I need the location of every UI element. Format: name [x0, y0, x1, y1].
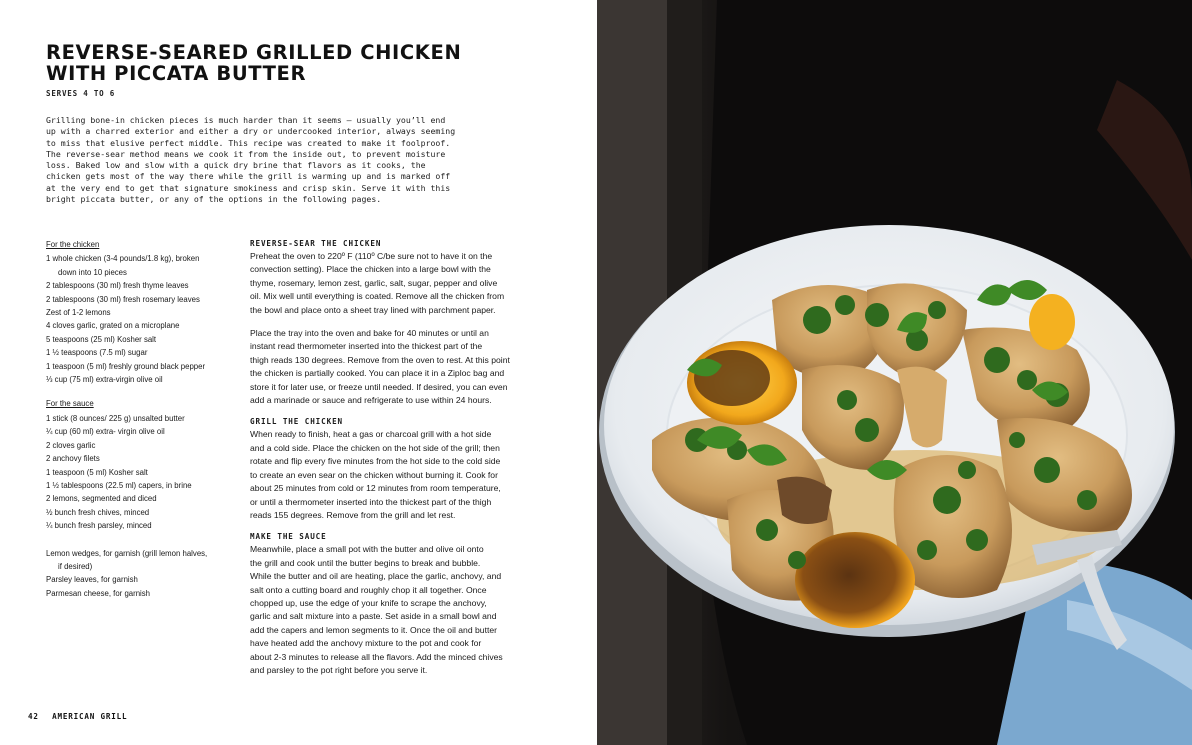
method-line: and parsley to the pot right before you serve it. [250, 664, 428, 675]
method-line: convection setting). Place the chicken into a large bowl with the [250, 264, 491, 275]
intro-line: The reverse-sear method means we cook it from the inside out, to prevent moisture [46, 148, 446, 159]
method-heading: REVERSE-SEAR THE CHICKEN [250, 239, 382, 248]
recipe-title [46, 42, 566, 84]
ingredient-text: 1 whole chicken (3-4 pounds/1.8 kg), broken [46, 254, 200, 264]
method-line: instant read thermometer inserted into the thickest part of the [250, 341, 483, 352]
method-line: oil. Mix well until everything is coated. Remove all the chicken from [250, 291, 505, 302]
chicken-ingredient-list [46, 252, 236, 386]
garnish-ingredients [46, 547, 236, 601]
method-line: about 2-3 minutes to release all the flavors. Add the minced chives [250, 651, 503, 662]
method-line: While the butter and oil are heating, place the garlic, anchovy, and [250, 571, 502, 582]
serves-label: SERVES 4 TO 6 [46, 89, 116, 98]
ingredient-item: 2 anchovy filets [46, 454, 100, 464]
paragraph-spacer [250, 317, 535, 327]
ingredient-item: 2 tablespoons (30 ml) fresh rosemary leaves [46, 294, 200, 304]
method-line: to create an even sear on the chicken without burning it. Cook for [250, 469, 498, 480]
intro-line: up with a charred exterior and either a dry or undercooked interior, always seeming [46, 126, 456, 137]
method-line: Meanwhile, place a small pot with the butter and olive oil onto [250, 544, 484, 555]
ingredient-item: 5 teaspoons (25 ml) Kosher salt [46, 334, 157, 344]
method-line: have heated add the anchovy mixture to the pot and cook for [250, 638, 482, 649]
method-line: salt onto a cutting board and roughly chop it all together. Once [250, 584, 487, 595]
method-line: about 25 minutes from cold or 12 minutes from room temperature, [250, 483, 501, 494]
ingredient-item [46, 547, 236, 574]
method-line: Place the tray into the oven and bake for 40 minutes or until an [250, 328, 489, 339]
chicken-ingredients-heading: For the chicken [46, 240, 100, 249]
ingredient-item: 1 teaspoon (5 ml) Kosher salt [46, 467, 148, 477]
method-heading: MAKE THE SAUCE [250, 532, 327, 542]
method-line: chopped up, use the edge of your knife to scrape the anchovy, [250, 597, 487, 608]
method-line: or until a thermometer inserted into the thickest part of the thigh [250, 496, 492, 507]
ingredient-item: Parmesan cheese, for garnish [46, 588, 151, 598]
intro-line: to miss that elusive perfect middle. This recipe was created to make it foolproof. [46, 137, 451, 148]
recipe-title-line-2: WITH PICCATA BUTTER [46, 62, 307, 85]
intro-line: chicken gets most of the way there while the grill is warming up and is marked off [46, 171, 451, 182]
method-line: add a marinade or sauce and refrigerate to use within 24 hours. [250, 395, 492, 406]
method-line: add the capers and lemon segments to it. Once the oil and butter [250, 624, 497, 635]
ingredient-item: Zest of 1-2 lemons [46, 308, 111, 318]
method-line: and a cold side. Place the chicken on the hot side of the grill; then [250, 442, 500, 453]
grilled-lemon-half [795, 532, 915, 628]
method-line: thigh reads 130 degrees. Remove from the oven to rest. At this point [250, 354, 510, 365]
intro-paragraph [46, 115, 496, 205]
method-section-grill [250, 416, 535, 522]
page-footer [28, 712, 127, 721]
method-line: the chicken is partially cooked. You can place it in a Ziploc bag and [250, 368, 505, 379]
garnish-ingredient-list [46, 547, 236, 601]
recipe-title-line-1: REVERSE-SEARED GRILLED CHICKEN [46, 41, 462, 64]
method-section-reverse-sear [250, 238, 535, 407]
ingredients-column [46, 238, 236, 600]
method-line: thyme, rosemary, lemon zest, garlic, salt, sugar, pepper and olive [250, 277, 498, 288]
method-line: Preheat the oven to 220º F (110º C/be sure not to have it on the [250, 251, 493, 261]
method-line: the grill and cook until the butter begins to break and bubble. [250, 557, 481, 568]
ingredient-item: 1 ½ teaspoons (7.5 ml) sugar [46, 348, 148, 358]
method-line: reads 155 degrees. Remove from the grill and let rest. [250, 509, 456, 520]
method-line: the bowl and place onto a sheet tray lined with parchment paper. [250, 304, 496, 315]
method-line: store it for later use, or freeze until needed. If desired, you can even [250, 381, 508, 392]
book-title: AMERICAN GRILL [52, 712, 128, 721]
method-section-sauce [250, 531, 535, 677]
ingredient-item: 1 teaspoon (5 ml) freshly ground black pepper [46, 361, 206, 371]
ingredient-text-continued: down into 10 pieces [58, 267, 127, 277]
method-paragraph [250, 327, 535, 407]
ingredient-item: 4 cloves garlic, grated on a microplane [46, 321, 180, 331]
ingredient-text-continued: if desired) [58, 561, 93, 571]
ingredient-item: 2 tablespoons (30 ml) fresh thyme leaves [46, 281, 189, 291]
ingredient-item: 1 ½ tablespoons (22.5 ml) capers, in brine [46, 480, 192, 490]
ingredient-item: ⅓ cup (75 ml) extra-virgin olive oil [46, 375, 163, 385]
ingredient-item: 2 lemons, segmented and diced [46, 494, 157, 504]
method-heading: GRILL THE CHICKEN [250, 417, 344, 427]
sauce-ingredients-heading: For the sauce [46, 399, 94, 409]
method-column [250, 238, 535, 677]
intro-line: Grilling bone-in chicken pieces is much harder than it seems — usually you’ll end [46, 115, 446, 125]
method-line: garlic and salt mixture into a paste. Set aside in a small bowl and [250, 611, 497, 622]
ingredient-item: Parsley leaves, for garnish [46, 575, 138, 585]
intro-line: loss. Baked low and slow with a quick dry brine that flavors as it cooks, the [46, 160, 426, 171]
ingredient-text: Lemon wedges, for garnish (grill lemon halves, [46, 548, 208, 558]
ingredient-item: 2 cloves garlic [46, 440, 96, 450]
right-page-photo [597, 0, 1192, 745]
sauce-ingredients [46, 397, 236, 532]
intro-line: bright piccata butter, or any of the options in the following pages. [46, 194, 382, 205]
lemon-wedge [1029, 294, 1075, 350]
method-paragraph [250, 428, 535, 522]
chicken-ingredients [46, 238, 236, 386]
sauce-ingredient-list [46, 412, 236, 533]
page-number: 42 [28, 712, 39, 721]
method-line: When ready to finish, heat a gas or charcoal grill with a hot side [250, 429, 492, 440]
ingredient-item [46, 252, 236, 279]
method-line: rotate and flip every five minutes from the hot side to the cold side [250, 456, 501, 467]
chicken-platter-photo [597, 0, 1192, 745]
ingredient-item: ¼ bunch fresh parsley, minced [46, 521, 152, 531]
lemon-char-marks [694, 350, 770, 406]
ingredient-item: ½ bunch fresh chives, minced [46, 507, 150, 517]
intro-line: at the very end to get that signature smokiness and crisp skin. Serve it with this [46, 182, 451, 193]
method-paragraph [250, 543, 535, 677]
ingredient-item: 1 stick (8 ounces/ 225 g) unsalted butter [46, 413, 185, 423]
ingredient-item: ¼ cup (60 ml) extra- virgin olive oil [46, 427, 165, 437]
method-paragraph [250, 250, 535, 317]
